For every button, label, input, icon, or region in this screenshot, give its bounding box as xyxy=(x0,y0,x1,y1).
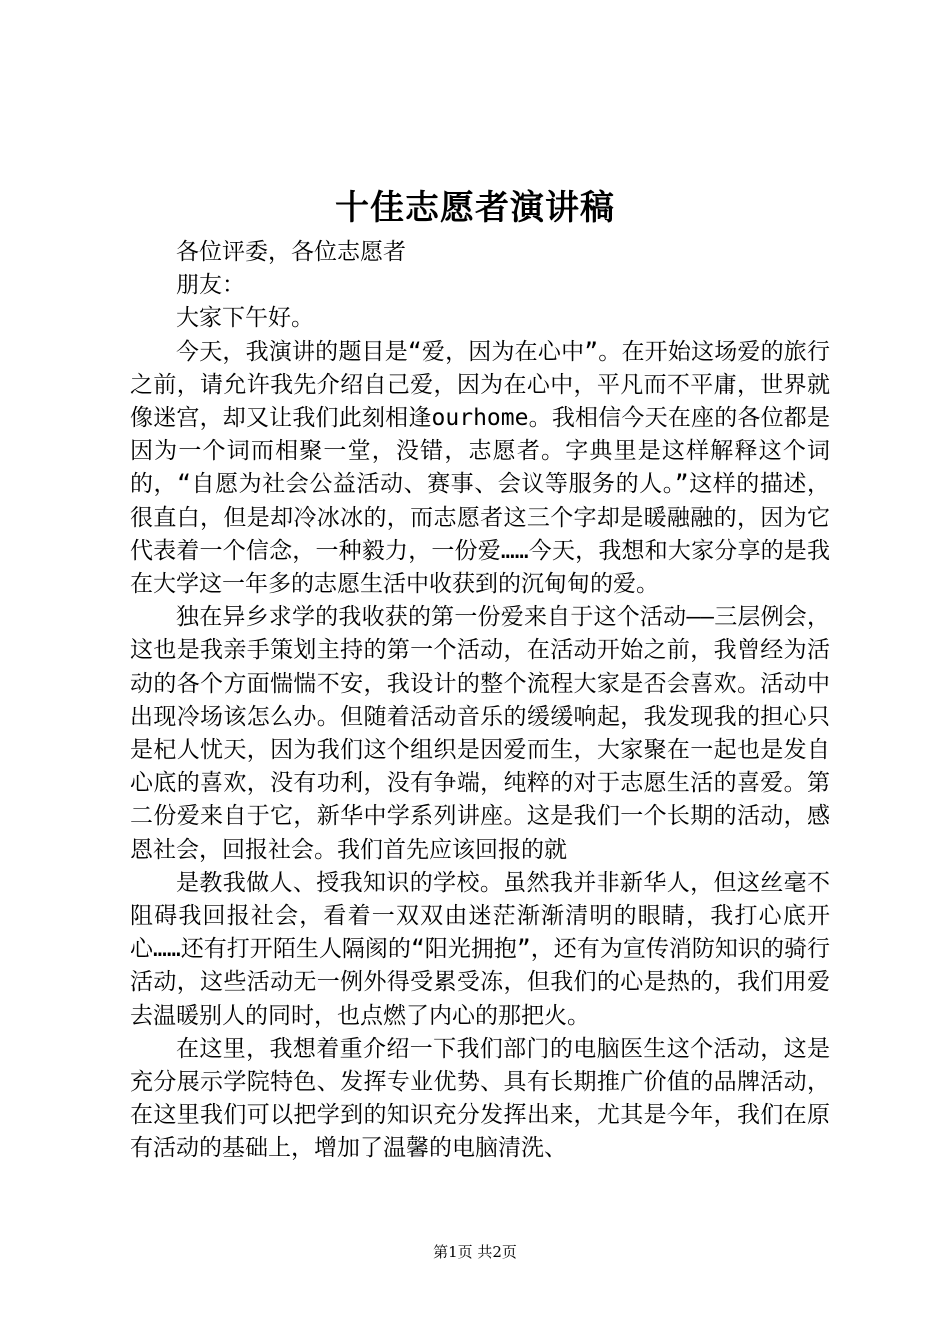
paragraph-intro: 今天，我演讲的题目是“爱，因为在心中”。在开始这场爱的旅行之前，请允许我先介绍自己爱，因为在心中，平凡而不平庸，世界就像迷宫，却又让我们此刻相逢ourhome。我相信今天在座的各位都是因为一个词而相聚一堂，没错，志愿者。字典里是这样解释这个词的，“自愿为社会公益活动、赛事、会议等服务的人。”这样的描述，很直白，但是却冷冰冰的，而志愿者这三个字却是暖融融的，因为它代表着一个信念，一种毅力，一份爱……今天，我想和大家分享的是我在大学这一年多的志愿生活中收获到的沉甸甸的爱。 xyxy=(130,338,830,598)
document-title: 十佳志愿者演讲稿 xyxy=(335,188,615,228)
salutation-line-1: 各位评委，各位志愿者 xyxy=(176,239,406,265)
paragraph-computer-doctor: 在这里，我想着重介绍一下我们部门的电脑医生这个活动，这是充分展示学院特色、发挥专业优势、具有长期推广价值的品牌活动，在这里我们可以把学到的知识充分发挥出来，尤其是今年，我们在原有活动的基础上，增加了温馨的电脑清洗、 xyxy=(130,1035,830,1162)
document-body xyxy=(130,236,830,1166)
greeting-line: 大家下午好。 xyxy=(176,305,314,332)
paragraph-school: 是教我做人、授我知识的学校。虽然我并非新华人，但这丝毫不阻碍我回报社会，看着一双双由迷茫渐渐清明的眼睛，我打心底开心……还有打开陌生人隔阂的“阳光拥抱”，还有为宣传消防知识的骑行活动，这些活动无一例外得受累受冻，但我们的心是热的，我们用爱去温暖别人的同时，也点燃了内心的那把火。 xyxy=(130,869,830,1029)
page-number-footer: 第1页 共2页 xyxy=(433,1243,517,1261)
salutation-line-2: 朋友： xyxy=(176,272,245,299)
paragraph-first-love: 独在异乡求学的我收获的第一份爱来自于这个活动——三层例会，这也是我亲手策划主持的第一个活动，在活动开始之前，我曾经为活动的各个方面惴惴不安，我设计的整个流程大家是否会喜欢。活动中出现冷场该怎么办。但随着活动音乐的缓缓响起，我发现我的担心只是杞人忧天，因为我们这个组织是因爱而生，大家聚在一起也是发自心底的喜欢，没有功利，没有争端，纯粹的对于志愿生活的喜爱。第二份爱来自于它，新华中学系列讲座。这是我们一个长期的活动，感恩社会，回报社会。我们首先应该回报的就 xyxy=(130,604,830,863)
